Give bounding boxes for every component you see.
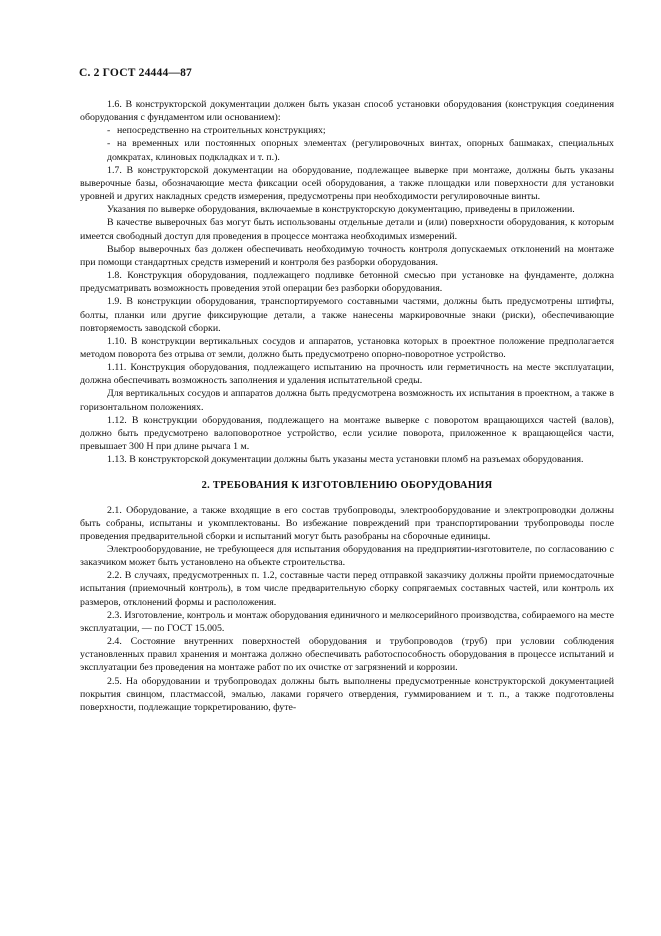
paragraph: В качестве выверочных баз могут быть использованы отдельные детали и (или) поверхности оборудования, к которым имеется свободный доступ для проведения в процессе монтажа необходимых измерений. — [80, 217, 614, 242]
paragraph: 1.9. В конструкции оборудования, транспортируемого составными частями, должны быть предусмотрены штифты, болты, планки или другие фиксирующие детали, а также нанесены маркировочные знаки (риски), обеспечивающие повторяемость заводской сборки. — [80, 296, 614, 334]
paragraph: 1.10. В конструкции вертикальных сосудов и аппаратов, установка которых в проектное положение предполагается методом поворота без отрыва от земли, должно быть предусмотрено опорно-поворотное устройство. — [80, 335, 614, 360]
paragraph: Указания по выверке оборудования, включаемые в конструкторскую документацию, приведены в приложении. — [107, 204, 575, 216]
section-title: 2. ТРЕБОВАНИЯ К ИЗГОТОВЛЕНИЮ ОБОРУДОВАНИЯ — [201, 480, 493, 492]
paragraph: 1.6. В конструкторской документации должен быть указан способ установки оборудования (конструкция соединения оборудования с фундаментом или основанием): — [80, 99, 614, 124]
paragraph: Выбор выверочных баз должен обеспечивать необходимую точность контроля допускаемых отклонений на монтаже при помощи стандартных средств измерений и контроля без разборки оборудования. — [80, 243, 614, 268]
paragraph: 1.11. Конструкция оборудования, подлежащего испытанию на прочность или герметичность на месте эксплуатации, должна обеспечивать возможность заполнения и удаления испытательной среды. — [80, 362, 614, 387]
page-header: С. 2 ГОСТ 24444—87 — [79, 67, 192, 79]
list-item-text: на временных или постоянных опорных элементах (регулировочных винтах, опорных башмаках, специальных домкратах, клиновых подкладках и т. п.). — [107, 138, 614, 163]
paragraph: 1.7. В конструкторской документации на оборудование, подлежащее выверке при монтаже, должны быть указаны выверочные базы, обозначающие места фиксации осей оборудования, а также площадки или поверхности для установки уровней и других накладных средств измерения, предусмотрены при необходимости регулировочные винты. — [80, 164, 614, 203]
document-body — [80, 98, 614, 714]
list-item-text: непосредственно на строительных конструкциях; — [117, 125, 326, 137]
paragraph: 2.3. Изготовление, контроль и монтаж оборудования единичного и мелкосерийного производства, собираемого на месте эксплуатации, — по ГОСТ 15.005. — [80, 609, 614, 634]
paragraph: 2.5. На оборудовании и трубопроводах должны быть выполнены предусмотренные конструкторской документацией покрытия свинцом, пластмассой, эмалью, лаками горячего отвердения, гуммированием и т. п., а также подготовлены поверхности, подлежащие торкретированию, футе- — [80, 675, 614, 713]
paragraph: 1.13. В конструкторской документации должны быть указаны места установки пломб на разъемах оборудования. — [107, 454, 584, 466]
paragraph: 2.2. В случаях, предусмотренных п. 1.2, составные части перед отправкой заказчику должны пройти приемосдаточные испытания (приемочный контроль), в том числе предварительную сборку сопрягаемых составных частей, или контроль их размеров, отклонений формы и расположения. — [80, 570, 614, 608]
paragraph: 1.12. В конструкции оборудования, подлежащего на монтаже выверке с поворотом вращающихся частей (валов), должно быть предусмотрено валоповоротное устройство, если усилие поворота, приложенное к вращающейся части, превышает 300 Н при длине рычага 1 м. — [80, 414, 614, 453]
list-item: - непосредственно на строительных конструкциях; — [107, 125, 326, 137]
paragraph: 1.8. Конструкция оборудования, подлежащего подливке бетонной смесью при установке на фундаменте, должна предусматривать возможность проведения этой операции без разборки оборудования. — [80, 270, 614, 295]
paragraph: Для вертикальных сосудов и аппаратов должна быть предусмотрена возможность их испытания в проектном, а также в горизонтальном положениях. — [80, 388, 614, 413]
list-item: - на временных или постоянных опорных элементах (регулировочных винтах, опорных башмаках, специальных домкратах, клиновых подкладках и т. п.). — [107, 138, 614, 163]
paragraph: 2.1. Оборудование, а также входящие в его состав трубопроводы, электрооборудование и электропроводки должны быть собраны, испытаны и укомплектованы. Во избежание повреждений при транспортировании трубопроводы после проведения предварительной сборки и испытаний могут быть разобраны на сборочные единицы. — [80, 504, 614, 542]
paragraph: Электрооборудование, не требующееся для испытания оборудования на предприятии-изготовителе, по согласованию с заказчиком может быть установлено на объекте строительства. — [80, 544, 614, 569]
paragraph: 2.4. Состояние внутренних поверхностей оборудования и трубопроводов (труб) при условии соблюдения установленных правил хранения и монтажа должно обеспечивать работоспособность оборудования в процессе испытаний и эксплуатации без проведения на монтаже работ по их очистке от загрязнений и коррозии. — [80, 636, 614, 674]
